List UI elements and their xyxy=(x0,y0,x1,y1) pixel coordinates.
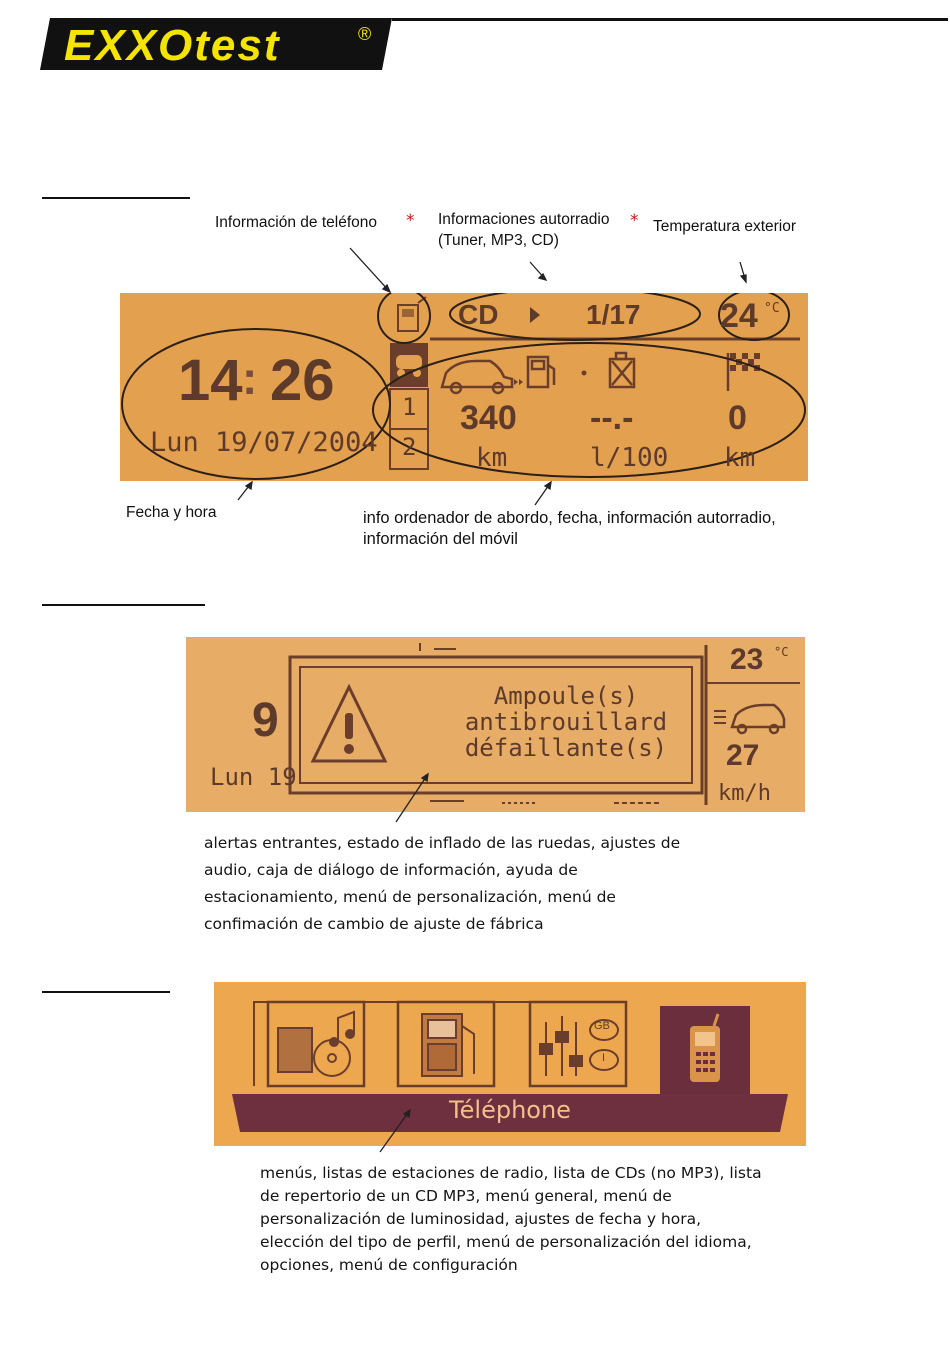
annotation-phone: Información de teléfono xyxy=(215,214,377,231)
alert-message xyxy=(448,683,684,761)
speed-unit: km/h xyxy=(718,781,771,806)
menu-display xyxy=(214,982,806,1146)
annotation-star: * xyxy=(406,211,415,231)
track-number: 1/17 xyxy=(586,299,641,330)
temperature-unit: °C xyxy=(774,645,789,659)
annotation-star: * xyxy=(630,211,639,231)
section3-arrow xyxy=(370,1100,430,1160)
car-speed-icon xyxy=(732,705,784,733)
clock-minutes: 26 xyxy=(270,348,335,413)
clock-hour-partial: 9 xyxy=(252,694,279,747)
audio-source-label: CD xyxy=(458,299,499,330)
section3-heading-rule xyxy=(42,991,170,993)
audio-icon xyxy=(278,1012,354,1076)
consumption-unit: l/100 xyxy=(590,443,669,473)
outside-temperature: 24 xyxy=(720,297,758,335)
temperature-unit: °C xyxy=(764,301,780,316)
section2-heading-rule xyxy=(42,604,205,606)
range-unit: km xyxy=(476,443,508,473)
section2-description: alertas entrantes, estado de inflado de las ruedas, ajustes de audio, caja de diálogo de información, ayuda de estacionamiento, menú de personalización, menú de confimación de cambio de ajuste de fábrica xyxy=(204,834,681,933)
display-date: Lun 19/07/2004 xyxy=(150,427,378,458)
clock-hours: 14 xyxy=(178,348,243,413)
alert-line1: Ampoule(s) xyxy=(493,682,639,710)
clock-separator: : xyxy=(242,352,258,404)
logo-text: EXXOtest xyxy=(64,21,281,70)
alert-display xyxy=(186,637,805,812)
svg-text:®: ® xyxy=(358,24,372,44)
lang-i: I xyxy=(602,1052,606,1064)
outside-temperature: 23 xyxy=(730,643,764,676)
annotation-radio-line2: (Tuner, MP3, CD) xyxy=(438,232,559,249)
annotation-trip-line2: información del móvil xyxy=(363,530,518,548)
section3-description: menús, listas de estaciones de radio, lista de CDs (no MP3), lista de repertorio de un CD MP3, menú general, menú de personalización de luminosidad, ajustes de fecha y hora, elección del tipo de perfil, menú de personalización del idioma, opciones, menú de configuración xyxy=(260,1164,762,1274)
annotation-temperature: Temperatura exterior xyxy=(653,218,797,235)
annotation-trip-line1: info ordenador de abordo, fecha, información autorradio, xyxy=(363,509,776,527)
distance-value: 0 xyxy=(728,399,747,437)
range-value: 340 xyxy=(460,399,517,437)
selected-menu-label: Téléphone xyxy=(449,1096,571,1124)
distance-unit: km xyxy=(724,443,756,473)
lang-gb: GB xyxy=(594,1020,610,1032)
trip-computer-icon xyxy=(422,1014,474,1076)
annotation-datetime: Fecha y hora xyxy=(126,504,217,521)
speed-value: 27 xyxy=(726,739,760,772)
annotation-radio-line1: Informaciones autorradio xyxy=(438,211,610,228)
alert-line3: défaillante(s) xyxy=(464,734,668,762)
consumption-value: --.- xyxy=(590,399,634,437)
date-partial: Lun 19 xyxy=(210,763,297,791)
alert-line2: antibrouillard xyxy=(464,708,668,736)
section2-arrow xyxy=(380,768,440,828)
tab-1[interactable]: 1 xyxy=(402,393,417,421)
tab-2[interactable]: 2 xyxy=(402,433,417,461)
